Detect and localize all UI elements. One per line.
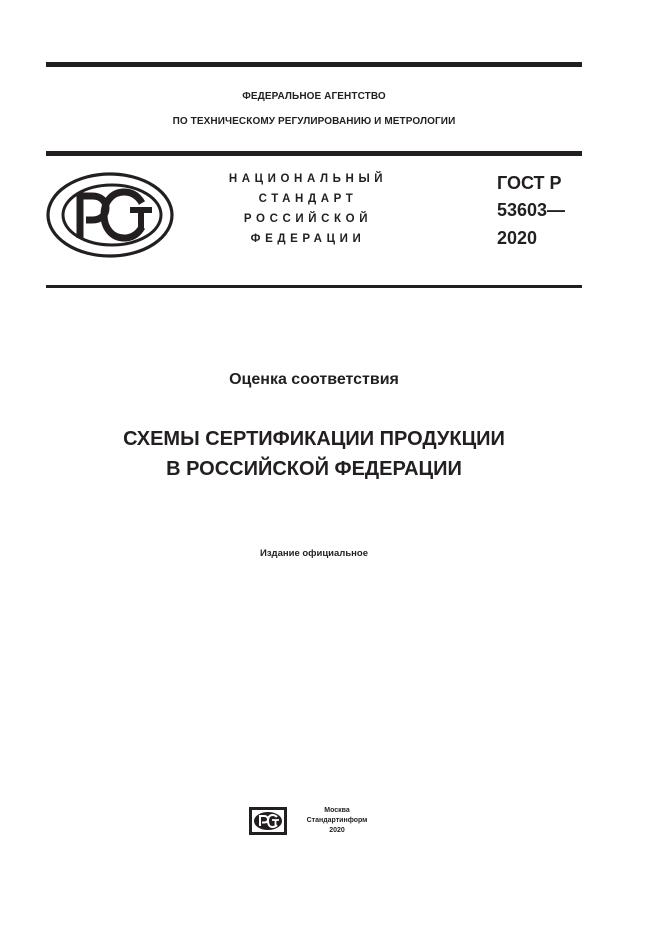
standard-designation-line-1: ГОСТ Р — [497, 173, 562, 193]
agency-name-line-2: ПО ТЕХНИЧЕСКОМУ РЕГУЛИРОВАНИЮ И МЕТРОЛОГИИ — [172, 116, 456, 127]
document-title-line-2: В РОССИЙСКОЙ ФЕДЕРАЦИИ — [166, 458, 462, 480]
standard-kind-line-2: СТАНДАРТ — [258, 193, 358, 205]
publisher-info — [300, 806, 374, 836]
standard-kind-line-4: ФЕДЕРАЦИИ — [250, 233, 366, 245]
standard-kind-line-1: НАЦИОНАЛЬНЫЙ — [228, 173, 388, 185]
document-title-line-1: СХЕМЫ СЕРТИФИКАЦИИ ПРОДУКЦИИ — [123, 428, 505, 450]
top-rule — [46, 62, 582, 67]
middle-rule — [46, 151, 582, 156]
publication-year: 2020 — [329, 827, 345, 834]
edition-note: Издание официальное — [260, 548, 368, 559]
standartinform-logo-icon — [248, 806, 288, 836]
bottom-rule — [46, 285, 582, 288]
standard-kind-line-3: РОССИЙСКОЙ — [243, 213, 373, 225]
standard-designation-line-2: 53603— — [497, 200, 566, 220]
document-subject: Оценка соответствия — [229, 371, 399, 388]
standard-designation-line-3: 2020 — [497, 228, 538, 248]
publisher-city: Москва — [324, 807, 350, 814]
agency-name-line-1: ФЕДЕРАЛЬНОЕ АГЕНТСТВО — [242, 91, 386, 102]
publisher-name: Стандартинформ — [306, 817, 368, 824]
rst-emblem-icon — [46, 172, 174, 258]
